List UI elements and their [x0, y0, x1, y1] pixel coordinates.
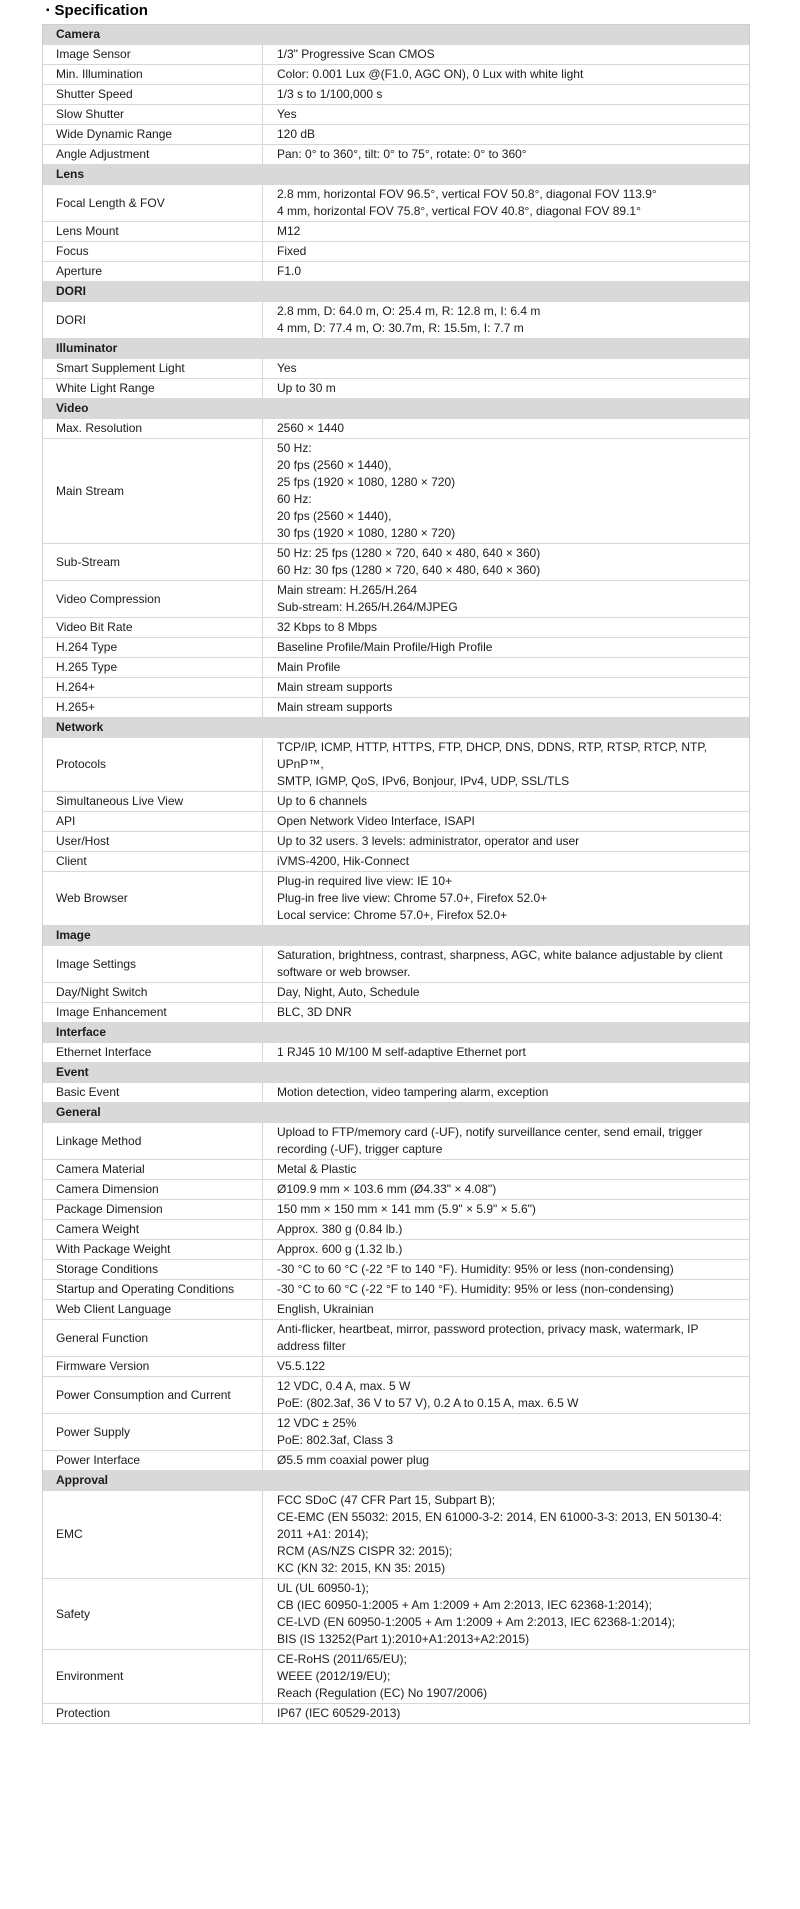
spec-value-line: Ø109.9 mm × 103.6 mm (Ø4.33" × 4.08")	[277, 1182, 497, 1196]
spec-value-line: V5.5.122	[277, 1359, 326, 1373]
spec-value	[263, 1579, 749, 1649]
spec-value-line: F1.0	[277, 264, 302, 278]
spec-value-line: 20 fps (2560 × 1440),	[277, 458, 392, 472]
spec-value	[263, 125, 749, 144]
row-sub-stream	[43, 543, 749, 580]
spec-value	[263, 872, 749, 925]
row-dori	[43, 301, 749, 338]
row-focus	[43, 241, 749, 261]
spec-value-line: 150 mm × 150 mm × 141 mm (5.9" × 5.9" × 5.6")	[277, 1202, 536, 1216]
spec-value-line: 1 RJ45 10 M/100 M self-adaptive Ethernet port	[277, 1045, 526, 1059]
section-header-video	[43, 398, 749, 418]
spec-value	[263, 658, 749, 677]
spec-value-line: 2.8 mm, horizontal FOV 96.5°, vertical FOV 50.8°, diagonal FOV 113.9°	[277, 187, 657, 201]
spec-value-line: 1/3" Progressive Scan CMOS	[277, 47, 435, 61]
row-h-264-type	[43, 637, 749, 657]
row-h-265-type	[43, 657, 749, 677]
section-title: Camera	[56, 27, 101, 41]
section-title: Interface	[56, 1025, 107, 1039]
spec-value-line: Pan: 0° to 360°, tilt: 0° to 75°, rotate: 0° to 360°	[277, 147, 527, 161]
spec-label: Focus	[43, 242, 263, 261]
spec-label: Basic Event	[43, 1083, 263, 1102]
spec-value	[263, 946, 749, 982]
spec-label: Safety	[43, 1579, 263, 1649]
row-power-supply	[43, 1413, 749, 1450]
spec-value-line: English, Ukrainian	[277, 1302, 374, 1316]
spec-value-line: SMTP, IGMP, QoS, IPv6, Bonjour, IPv4, UDP, SSL/TLS	[277, 774, 570, 788]
spec-label: H.265 Type	[43, 658, 263, 677]
row-protection	[43, 1703, 749, 1723]
spec-value-line: 50 Hz:	[277, 441, 312, 455]
spec-value-line: CE-EMC (EN 55032: 2015, EN 61000-3-2: 2014, EN 61000-3-3: 2013, EN 50130-4: 2011 +A1: 2014);	[277, 1510, 722, 1541]
row-h-264	[43, 677, 749, 697]
spec-value-line: Up to 30 m	[277, 381, 336, 395]
section-header-illuminator	[43, 338, 749, 358]
row-ethernet-interface	[43, 1042, 749, 1062]
spec-label: Day/Night Switch	[43, 983, 263, 1002]
section-header-approval	[43, 1470, 749, 1490]
row-basic-event	[43, 1082, 749, 1102]
spec-label: Client	[43, 852, 263, 871]
spec-value	[263, 832, 749, 851]
spec-value	[263, 1414, 749, 1450]
section-title: Image	[56, 928, 91, 942]
spec-label: Firmware Version	[43, 1357, 263, 1376]
spec-value-line: UL (UL 60950-1);	[277, 1581, 369, 1595]
spec-label: Sub-Stream	[43, 544, 263, 580]
spec-value-line: Sub-stream: H.265/H.264/MJPEG	[277, 600, 458, 614]
row-environment	[43, 1649, 749, 1703]
spec-value-line: RCM (AS/NZS CISPR 32: 2015);	[277, 1544, 453, 1558]
spec-value-line: CE-LVD (EN 60950-1:2005 + Am 1:2009 + Am 2:2013, IEC 62368-1:2014);	[277, 1615, 676, 1629]
spec-value	[263, 618, 749, 637]
spec-value	[263, 544, 749, 580]
spec-value-line: KC (KN 32: 2015, KN 35: 2015)	[277, 1561, 446, 1575]
spec-value	[263, 1123, 749, 1159]
spec-label: Video Bit Rate	[43, 618, 263, 637]
spec-value	[263, 1300, 749, 1319]
spec-value-line: Local service: Chrome 57.0+, Firefox 52.0+	[277, 908, 508, 922]
spec-label: Package Dimension	[43, 1200, 263, 1219]
spec-value-line: Day, Night, Auto, Schedule	[277, 985, 420, 999]
row-linkage-method	[43, 1122, 749, 1159]
section-header-image	[43, 925, 749, 945]
spec-value-line: iVMS-4200, Hik-Connect	[277, 854, 410, 868]
spec-value	[263, 1083, 749, 1102]
spec-value	[263, 1240, 749, 1259]
spec-value	[263, 812, 749, 831]
row-image-enhancement	[43, 1002, 749, 1022]
spec-value	[263, 1260, 749, 1279]
row-lens-mount	[43, 221, 749, 241]
row-day-night-switch	[43, 982, 749, 1002]
spec-value-line: Plug-in required live view: IE 10+	[277, 874, 453, 888]
spec-label: Camera Material	[43, 1160, 263, 1179]
row-api	[43, 811, 749, 831]
spec-value	[263, 678, 749, 697]
spec-value-line: Color: 0.001 Lux @(F1.0, AGC ON), 0 Lux with white light	[277, 67, 584, 81]
spec-label: User/Host	[43, 832, 263, 851]
spec-value	[263, 1180, 749, 1199]
spec-label: White Light Range	[43, 379, 263, 398]
row-web-client-language	[43, 1299, 749, 1319]
spec-value	[263, 185, 749, 221]
row-camera-material	[43, 1159, 749, 1179]
spec-label: Power Interface	[43, 1451, 263, 1470]
spec-value-line: Ø5.5 mm coaxial power plug	[277, 1453, 430, 1467]
row-wide-dynamic-range	[43, 124, 749, 144]
spec-value-line: BLC, 3D DNR	[277, 1005, 352, 1019]
spec-value-line: Main stream: H.265/H.264	[277, 583, 418, 597]
row-simultaneous-live-view	[43, 791, 749, 811]
section-header-camera	[43, 25, 749, 44]
spec-value	[263, 738, 749, 791]
spec-label: Shutter Speed	[43, 85, 263, 104]
spec-value-line: 2.8 mm, D: 64.0 m, O: 25.4 m, R: 12.8 m, I: 6.4 m	[277, 304, 541, 318]
spec-label: Simultaneous Live View	[43, 792, 263, 811]
spec-label: Image Settings	[43, 946, 263, 982]
spec-value	[263, 105, 749, 124]
row-protocols	[43, 737, 749, 791]
spec-value	[263, 439, 749, 543]
spec-label: Image Enhancement	[43, 1003, 263, 1022]
spec-label: With Package Weight	[43, 1240, 263, 1259]
spec-value	[263, 581, 749, 617]
spec-label: Web Client Language	[43, 1300, 263, 1319]
spec-value	[263, 302, 749, 338]
spec-value-line: Reach (Regulation (EC) No 1907/2006)	[277, 1686, 488, 1700]
spec-value-line: 12 VDC ± 25%	[277, 1416, 357, 1430]
spec-label: Focal Length & FOV	[43, 185, 263, 221]
spec-value-line: WEEE (2012/19/EU);	[277, 1669, 391, 1683]
row-slow-shutter	[43, 104, 749, 124]
spec-value-line: Plug-in free live view: Chrome 57.0+, Firefox 52.0+	[277, 891, 548, 905]
section-title: Event	[56, 1065, 89, 1079]
spec-label: H.264 Type	[43, 638, 263, 657]
spec-value-line: Saturation, brightness, contrast, sharpness, AGC, white balance adjustable by client software or web browser.	[277, 948, 723, 979]
row-package-dimension	[43, 1199, 749, 1219]
spec-value-line: 20 fps (2560 × 1440),	[277, 509, 392, 523]
spec-value-line: Main stream supports	[277, 680, 393, 694]
spec-value	[263, 1650, 749, 1703]
spec-label: Ethernet Interface	[43, 1043, 263, 1062]
spec-value	[263, 1220, 749, 1239]
spec-label: Slow Shutter	[43, 105, 263, 124]
spec-value-line: TCP/IP, ICMP, HTTP, HTTPS, FTP, DHCP, DNS, DDNS, RTP, RTSP, RTCP, NTP, UPnP™,	[277, 740, 708, 771]
spec-label: Wide Dynamic Range	[43, 125, 263, 144]
spec-value-line: Metal & Plastic	[277, 1162, 357, 1176]
spec-value	[263, 359, 749, 378]
row-video-compression	[43, 580, 749, 617]
spec-label: Lens Mount	[43, 222, 263, 241]
spec-value	[263, 792, 749, 811]
spec-label: Camera Dimension	[43, 1180, 263, 1199]
spec-value	[263, 1003, 749, 1022]
spec-value	[263, 379, 749, 398]
spec-value	[263, 419, 749, 438]
row-image-settings	[43, 945, 749, 982]
spec-value-line: M12	[277, 224, 301, 238]
row-camera-dimension	[43, 1179, 749, 1199]
spec-value-line: 60 Hz:	[277, 492, 312, 506]
spec-value-line: Motion detection, video tampering alarm, exception	[277, 1085, 549, 1099]
spec-label: Max. Resolution	[43, 419, 263, 438]
row-white-light-range	[43, 378, 749, 398]
spec-value-line: Approx. 600 g (1.32 lb.)	[277, 1242, 403, 1256]
spec-value-line: 4 mm, horizontal FOV 75.8°, vertical FOV 40.8°, diagonal FOV 89.1°	[277, 204, 641, 218]
spec-label: General Function	[43, 1320, 263, 1356]
spec-value	[263, 1043, 749, 1062]
spec-value-line: Approx. 380 g (0.84 lb.)	[277, 1222, 403, 1236]
spec-value	[263, 262, 749, 281]
spec-value-line: 4 mm, D: 77.4 m, O: 30.7m, R: 15.5m, I: 7.7 m	[277, 321, 524, 335]
spec-value-line: CE-RoHS (2011/65/EU);	[277, 1652, 407, 1666]
row-firmware-version	[43, 1356, 749, 1376]
spec-value	[263, 1704, 749, 1723]
spec-label: Smart Supplement Light	[43, 359, 263, 378]
spec-value	[263, 1451, 749, 1470]
page-title	[46, 2, 148, 19]
spec-label: Camera Weight	[43, 1220, 263, 1239]
row-emc	[43, 1490, 749, 1578]
spec-value-line: 2560 × 1440	[277, 421, 345, 435]
spec-value-line: PoE: (802.3af, 36 V to 57 V), 0.2 A to 0.15 A, max. 6.5 W	[277, 1396, 579, 1410]
row-general-function	[43, 1319, 749, 1356]
spec-label: Linkage Method	[43, 1123, 263, 1159]
spec-value-line: -30 °C to 60 °C (-22 °F to 140 °F). Humidity: 95% or less (non-condensing)	[277, 1282, 674, 1296]
row-with-package-weight	[43, 1239, 749, 1259]
row-image-sensor	[43, 44, 749, 64]
spec-label: Aperture	[43, 262, 263, 281]
spec-value	[263, 65, 749, 84]
spec-table	[42, 24, 750, 1724]
row-power-consumption-and-current	[43, 1376, 749, 1413]
spec-value-line: 1/3 s to 1/100,000 s	[277, 87, 383, 101]
spec-value	[263, 85, 749, 104]
spec-label: Startup and Operating Conditions	[43, 1280, 263, 1299]
spec-value	[263, 1320, 749, 1356]
row-camera-weight	[43, 1219, 749, 1239]
spec-value-line: Anti-flicker, heartbeat, mirror, password protection, privacy mask, watermark, IP address filter	[277, 1322, 699, 1353]
spec-label: Power Consumption and Current	[43, 1377, 263, 1413]
spec-value	[263, 852, 749, 871]
spec-label: Protection	[43, 1704, 263, 1723]
row-main-stream	[43, 438, 749, 543]
row-aperture	[43, 261, 749, 281]
spec-value	[263, 698, 749, 717]
section-header-general	[43, 1102, 749, 1122]
spec-label: H.265+	[43, 698, 263, 717]
spec-value-line: 32 Kbps to 8 Mbps	[277, 620, 378, 634]
spec-value-line: BIS (IS 13252(Part 1):2010+A1:2013+A2:2015)	[277, 1632, 530, 1646]
spec-value-line: Yes	[277, 361, 297, 375]
spec-value-line: Baseline Profile/Main Profile/High Profile	[277, 640, 493, 654]
section-title: Network	[56, 720, 104, 734]
section-title: Video	[56, 401, 89, 415]
spec-label: DORI	[43, 302, 263, 338]
row-client	[43, 851, 749, 871]
spec-value	[263, 1160, 749, 1179]
row-h-265	[43, 697, 749, 717]
section-title: General	[56, 1105, 101, 1119]
spec-value-line: 60 Hz: 30 fps (1280 × 720, 640 × 480, 640 × 360)	[277, 563, 541, 577]
spec-value-line: Yes	[277, 107, 297, 121]
row-shutter-speed	[43, 84, 749, 104]
spec-label: Storage Conditions	[43, 1260, 263, 1279]
spec-value-line: Main stream supports	[277, 700, 393, 714]
spec-value-line: PoE: 802.3af, Class 3	[277, 1433, 394, 1447]
spec-label: Environment	[43, 1650, 263, 1703]
row-startup-and-operating-conditions	[43, 1279, 749, 1299]
row-storage-conditions	[43, 1259, 749, 1279]
spec-label: Protocols	[43, 738, 263, 791]
page-title-text: Specification	[54, 2, 148, 19]
row-user-host	[43, 831, 749, 851]
spec-value	[263, 983, 749, 1002]
row-focal-length-fov	[43, 184, 749, 221]
section-title: Lens	[56, 167, 85, 181]
row-web-browser	[43, 871, 749, 925]
spec-value-line: 50 Hz: 25 fps (1280 × 720, 640 × 480, 640 × 360)	[277, 546, 541, 560]
spec-value	[263, 145, 749, 164]
spec-value-line: FCC SDoC (47 CFR Part 15, Subpart B);	[277, 1493, 496, 1507]
spec-value	[263, 638, 749, 657]
spec-value-line: -30 °C to 60 °C (-22 °F to 140 °F). Humidity: 95% or less (non-condensing)	[277, 1262, 674, 1276]
spec-label: Web Browser	[43, 872, 263, 925]
spec-value	[263, 1280, 749, 1299]
spec-value-line: Up to 32 users. 3 levels: administrator, operator and user	[277, 834, 580, 848]
spec-value-line: 25 fps (1920 × 1080, 1280 × 720)	[277, 475, 456, 489]
spec-label: Image Sensor	[43, 45, 263, 64]
spec-value-line: Main Profile	[277, 660, 341, 674]
row-max-resolution	[43, 418, 749, 438]
spec-label: Video Compression	[43, 581, 263, 617]
spec-value	[263, 1377, 749, 1413]
spec-label: Min. Illumination	[43, 65, 263, 84]
row-safety	[43, 1578, 749, 1649]
spec-label: API	[43, 812, 263, 831]
row-min-illumination	[43, 64, 749, 84]
section-header-lens	[43, 164, 749, 184]
spec-value-line: Open Network Video Interface, ISAPI	[277, 814, 475, 828]
section-header-dori	[43, 281, 749, 301]
spec-value	[263, 1200, 749, 1219]
section-header-interface	[43, 1022, 749, 1042]
spec-value	[263, 222, 749, 241]
section-title: Illuminator	[56, 341, 118, 355]
section-header-network	[43, 717, 749, 737]
spec-value	[263, 242, 749, 261]
spec-value-line: IP67 (IEC 60529-2013)	[277, 1706, 401, 1720]
spec-value-line: Upload to FTP/memory card (-UF), notify surveillance center, send email, trigger recording (-UF), trigger capture	[277, 1125, 703, 1156]
spec-value	[263, 45, 749, 64]
spec-label: EMC	[43, 1491, 263, 1578]
spec-value-line: Up to 6 channels	[277, 794, 368, 808]
row-video-bit-rate	[43, 617, 749, 637]
spec-label: H.264+	[43, 678, 263, 697]
spec-label: Main Stream	[43, 439, 263, 543]
spec-value-line: 30 fps (1920 × 1080, 1280 × 720)	[277, 526, 456, 540]
spec-value-line: Fixed	[277, 244, 307, 258]
spec-value	[263, 1357, 749, 1376]
spec-value-line: CB (IEC 60950-1:2005 + Am 1:2009 + Am 2:2013, IEC 62368-1:2014);	[277, 1598, 652, 1612]
spec-label: Power Supply	[43, 1414, 263, 1450]
spec-label: Angle Adjustment	[43, 145, 263, 164]
spec-value-line: 12 VDC, 0.4 A, max. 5 W	[277, 1379, 411, 1393]
section-title: Approval	[56, 1473, 109, 1487]
spec-value	[263, 1491, 749, 1578]
section-header-event	[43, 1062, 749, 1082]
row-power-interface	[43, 1450, 749, 1470]
spec-value-line: 120 dB	[277, 127, 316, 141]
row-smart-supplement-light	[43, 358, 749, 378]
row-angle-adjustment	[43, 144, 749, 164]
square-bullet-icon: ▪	[46, 4, 50, 16]
section-title: DORI	[56, 284, 86, 298]
